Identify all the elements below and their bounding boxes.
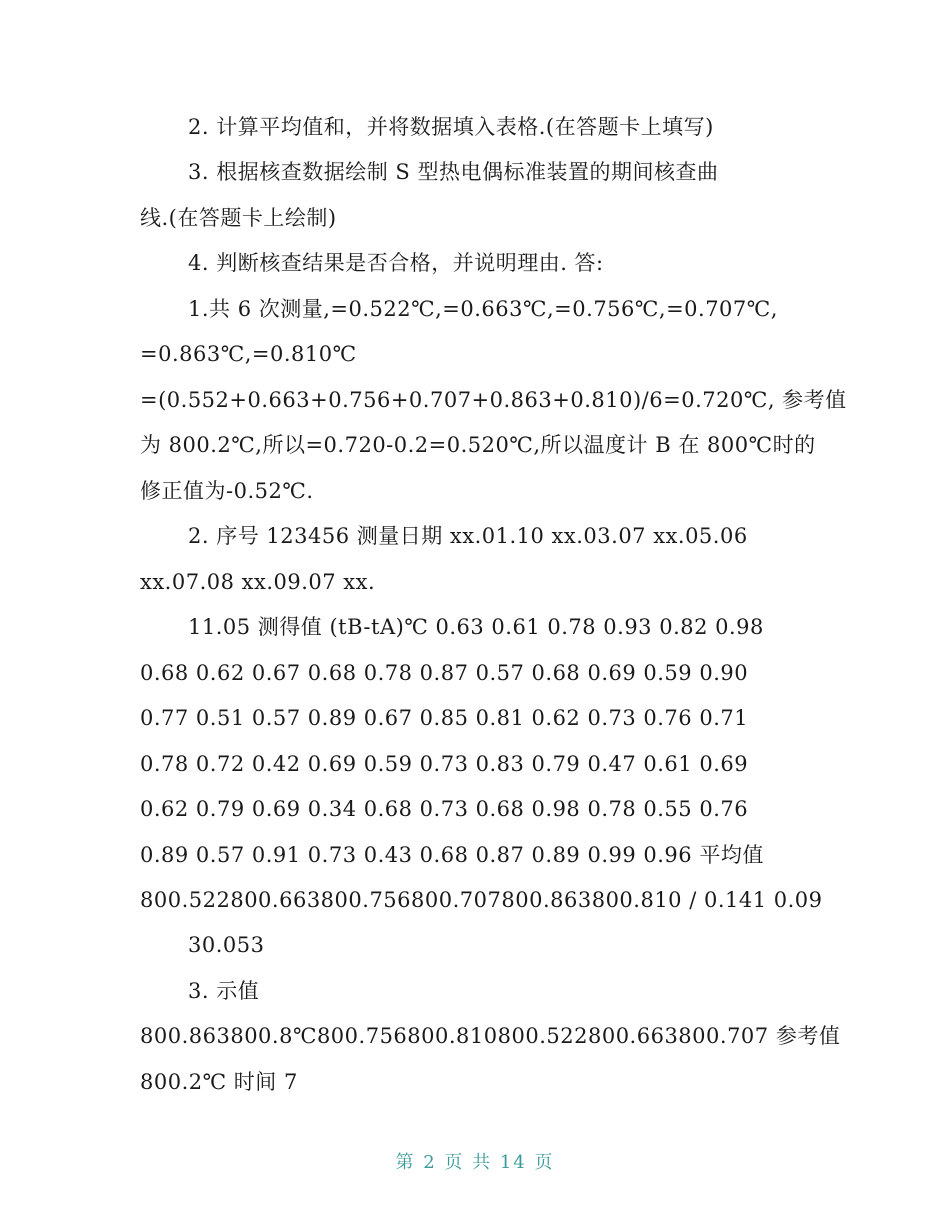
text-line: 30.053 [188, 933, 265, 957]
text-line: 2. 序号 123456 测量日期 xx.01.10 xx.03.07 xx.05.06 [188, 524, 748, 548]
text-line: 0.78 0.72 0.42 0.69 0.59 0.73 0.83 0.79 0.47 0.61 0.69 [140, 752, 749, 776]
text-line: 800.2℃ 时间 7 [140, 1070, 298, 1094]
text-line: 4. 判断核查结果是否合格，并说明理由. 答: [188, 251, 604, 275]
text-line: 线.(在答题卡上绘制) [140, 206, 337, 230]
text-line: 1.共 6 次测量,=0.522℃,=0.663℃,=0.756℃,=0.707℃, [188, 297, 778, 321]
text-line: 800.863800.8℃800.756800.810800.522800.663800.707 参考值 [140, 1024, 841, 1048]
text-line: 0.62 0.79 0.69 0.34 0.68 0.73 0.68 0.98 0.78 0.55 0.76 [140, 797, 749, 821]
text-line: 800.522800.663800.756800.707800.863800.810 / 0.141 0.09 [140, 888, 823, 912]
page-number-footer: 第 2 页 共 14 页 [395, 1152, 555, 1173]
text-line: 0.68 0.62 0.67 0.68 0.78 0.87 0.57 0.68 0.69 0.59 0.90 [140, 661, 749, 685]
text-line: =0.863℃,=0.810℃ [140, 342, 357, 366]
text-line: 为 800.2℃,所以=0.720-0.2=0.520℃,所以温度计 B 在 800℃时的 [140, 433, 816, 457]
text-line: 11.05 测得值 (tB-tA)℃ 0.63 0.61 0.78 0.93 0.82 0.98 [188, 615, 764, 639]
text-line: 0.89 0.57 0.91 0.73 0.43 0.68 0.87 0.89 0.99 0.96 平均值 [140, 843, 764, 867]
text-line: 修正值为-0.52℃. [140, 479, 314, 503]
text-line: 3. 根据核查数据绘制 S 型热电偶标准装置的期间核查曲 [188, 160, 719, 184]
text-line: =(0.552+0.663+0.756+0.707+0.863+0.810)/6=0.720℃, 参考值 [140, 388, 847, 412]
text-line: 2. 计算平均值和，并将数据填入表格.(在答题卡上填写) [188, 115, 714, 139]
text-line: 3. 示值 [188, 979, 260, 1003]
text-line: xx.07.08 xx.09.07 xx. [140, 570, 376, 594]
text-line: 0.77 0.51 0.57 0.89 0.67 0.85 0.81 0.62 0.73 0.76 0.71 [140, 706, 749, 730]
